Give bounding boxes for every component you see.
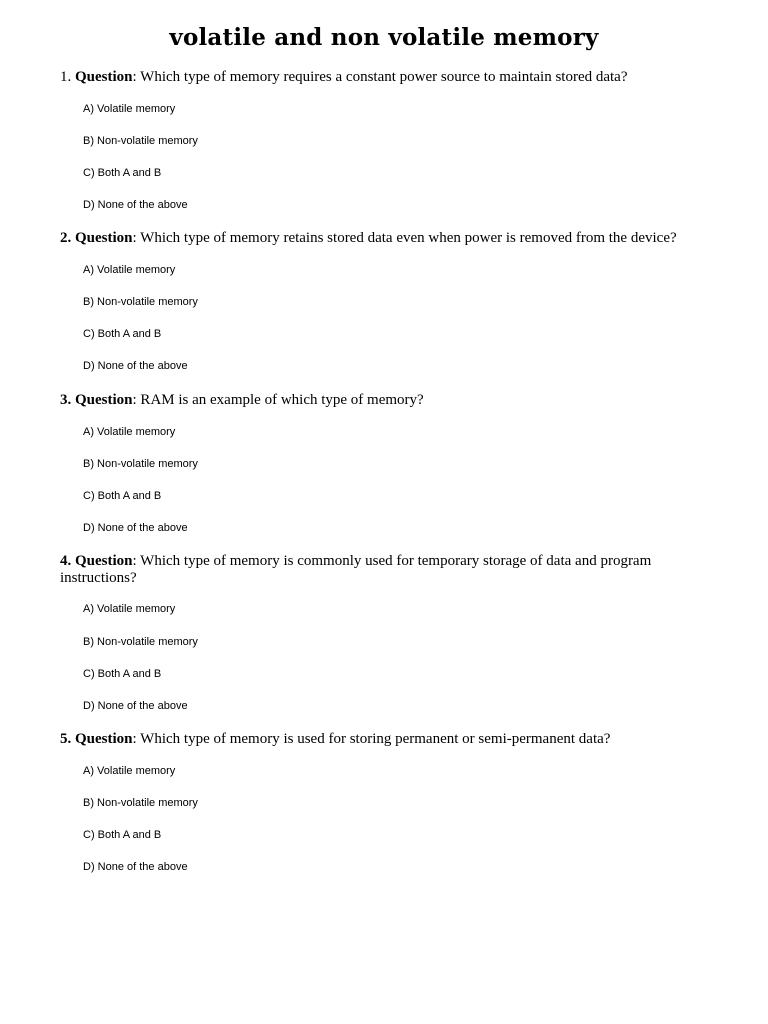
option-c: C) Both A and B — [83, 829, 162, 841]
option-b: B) Non-volatile memory — [83, 296, 198, 308]
question-number: 2. — [60, 230, 72, 246]
question-label: Question — [75, 392, 133, 408]
question-4 — [60, 553, 710, 587]
option-b: B) Non-volatile memory — [83, 458, 198, 470]
question-number: 4. — [60, 553, 72, 569]
option-b: B) Non-volatile memory — [83, 636, 198, 648]
option-d: D) None of the above — [83, 360, 188, 372]
option-b: B) Non-volatile memory — [83, 135, 198, 147]
question-number: 1. — [60, 69, 72, 85]
question-label: Question — [75, 230, 133, 246]
question-label: Question — [75, 553, 133, 569]
option-c: C) Both A and B — [83, 490, 162, 502]
option-d: D) None of the above — [83, 522, 188, 534]
question-5 — [60, 731, 710, 748]
option-b: B) Non-volatile memory — [83, 797, 198, 809]
question-text: : Which type of memory is used for storing permanent or semi-permanent data? — [132, 731, 611, 747]
question-text: : Which type of memory is commonly used for temporary storage of data and program instructions? — [60, 553, 652, 586]
option-a: A) Volatile memory — [83, 765, 176, 777]
option-d: D) None of the above — [83, 861, 188, 873]
option-d: D) None of the above — [83, 199, 188, 211]
question-label: Question — [75, 731, 133, 747]
option-c: C) Both A and B — [83, 328, 162, 340]
question-label: Question — [75, 69, 133, 85]
question-number: 3. — [60, 392, 72, 408]
option-c: C) Both A and B — [83, 167, 162, 179]
option-a: A) Volatile memory — [83, 264, 176, 276]
question-3 — [60, 392, 710, 409]
option-d: D) None of the above — [83, 700, 188, 712]
question-text: : Which type of memory retains stored data even when power is removed from the device? — [132, 230, 677, 246]
question-2 — [60, 230, 710, 247]
option-a: A) Volatile memory — [83, 103, 176, 115]
option-c: C) Both A and B — [83, 668, 162, 680]
question-1 — [60, 69, 710, 86]
question-text: : Which type of memory requires a constant power source to maintain stored data? — [132, 69, 628, 85]
question-text: : RAM is an example of which type of memory? — [132, 392, 424, 408]
option-a: A) Volatile memory — [83, 603, 176, 615]
page-title: volatile and non volatile memory — [169, 24, 599, 51]
question-number: 5. — [60, 731, 72, 747]
option-a: A) Volatile memory — [83, 426, 176, 438]
